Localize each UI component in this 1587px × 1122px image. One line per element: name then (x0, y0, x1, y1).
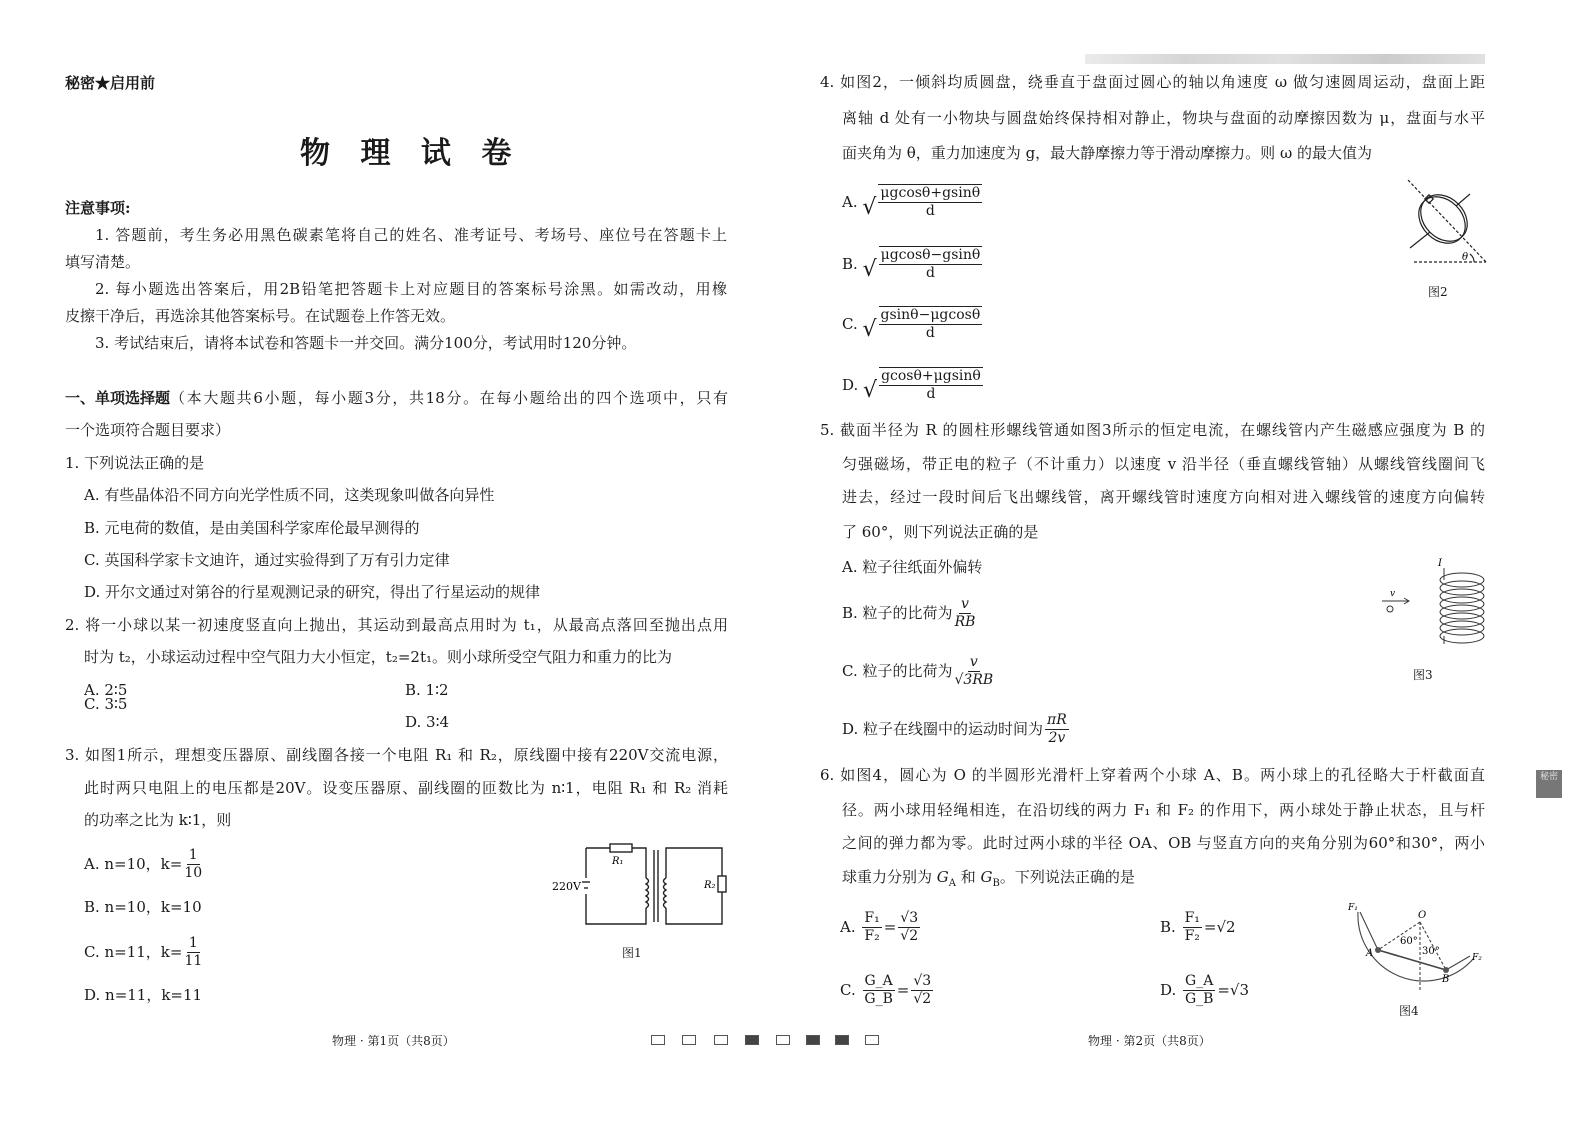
fraction (954, 654, 993, 689)
label-60: 60° (1400, 936, 1418, 947)
question-5-stem: 匀强磁场，带正电的粒子（不计重力）以速度 v 沿半径（垂直螺线管轴）从螺线管线圈间飞 (842, 455, 1485, 473)
figure-4-semicircle-rod (1340, 898, 1490, 1002)
registration-mark (714, 1035, 728, 1045)
velocity-label: v (1390, 589, 1396, 599)
question-6-stem: 之间的弹力都为零。此时过两小球的半径 OA、OB 与竖直方向的夹角分别为60°和30°，两小 (842, 834, 1485, 852)
registration-mark (682, 1035, 696, 1045)
option-label: B. (842, 255, 858, 273)
side-confidential-tab: 秘密 (1536, 770, 1562, 798)
option-label: C. (842, 315, 858, 333)
q5-option-c (842, 652, 995, 690)
q3-option-c (84, 933, 204, 971)
registration-mark (835, 1035, 849, 1045)
q2-option-b: B. 1∶2 (405, 681, 449, 699)
fraction (184, 935, 202, 970)
figure-3-caption: 图3 (1413, 668, 1433, 682)
figure-2-caption: 图2 (1428, 285, 1448, 299)
denominator: 2v (1048, 729, 1066, 746)
numerator: v (969, 653, 978, 670)
registration-mark (806, 1035, 820, 1045)
page-footer-left: 物理 · 第1页（共8页） (332, 1034, 455, 1048)
confidential-mark: 秘密★启用前 (65, 74, 156, 92)
numerator: 1 (188, 934, 198, 951)
label-a: A (1366, 948, 1374, 959)
square-root: √ $\frac{gsin\theta-\mu gcos\theta}{d}$ (862, 307, 981, 342)
figure-1-caption: 图1 (622, 946, 642, 960)
q6-option-b: B. $\frac{\text{F₁}}{\text{F₂}}$ =√2 (1160, 909, 1236, 944)
option-text: D. 粒子在线圈中的运动时间为 (842, 720, 1044, 738)
section-desc: 一个选项符合题目要求） (65, 421, 231, 439)
notice-line: 皮擦干净后，再选涂其他答案标号。在试题卷上作答无效。 (65, 307, 456, 325)
scan-artifact (1085, 54, 1485, 64)
question-2-stem: 2. 将一小球以某一初速度竖直向上抛出，其运动到最高点用时为 t₁，从最高点落回至抛出点用 (65, 616, 728, 634)
page-title: 物 理 试 卷 (300, 136, 522, 171)
r2-label: R₂ (704, 880, 716, 891)
q2-option-c: C. 3∶5 (84, 695, 128, 713)
q3-option-b: B. n=10，k=10 (84, 898, 202, 916)
q3-option-d: D. n=11，k=11 (84, 986, 203, 1004)
denominator: d (926, 265, 935, 281)
numerator: gsinθ−μgcosθ (880, 307, 981, 323)
denominator: 11 (184, 952, 203, 969)
q1-option-a: A. 有些晶体沿不同方向光学性质不同，这类现象叫做各向异性 (84, 486, 495, 504)
label-o: O (1418, 910, 1427, 921)
square-root: √ $\frac{\mu gcos\theta+gsin\theta}{d}$ (862, 185, 981, 220)
option-text: A. n=10，k= (84, 855, 183, 873)
question-5-stem: 了 60°，则下列说法正确的是 (842, 523, 1039, 541)
fraction (1045, 712, 1069, 747)
numerator: gcosθ+μgsinθ (881, 368, 981, 384)
registration-mark (651, 1035, 665, 1045)
numerator: πR (1047, 711, 1067, 728)
section-title: 一、单项选择题 (65, 389, 171, 407)
q1-option-d: D. 开尔文通过对第谷的行星观测记录的研究，得出了行星运动的规律 (84, 583, 541, 601)
square-root: √ $\frac{gcos\theta+\mu gsin\theta}{d}$ (863, 368, 981, 403)
registration-mark (776, 1035, 790, 1045)
section-heading (65, 388, 728, 408)
question-4-stem: 4. 如图2，一倾斜均质圆盘，绕垂直于盘面过圆心的轴以角速度 ω 做匀速圆周运动，盘面上距 (820, 73, 1485, 91)
voltage-label: 220V (552, 880, 581, 893)
question-3-stem: 3. 如图1所示，理想变压器原、副线圈各接一个电阻 R₁ 和 R₂，原线圈中接有220V交流电源， (65, 746, 728, 764)
question-2-stem: 时为 t₂，小球运动过程中空气阻力大小恒定，t₂=2t₁。则小球所受空气阻力和重力的比为 (84, 648, 673, 666)
notice-line: 2. 每小题选出答案后，用2B铅笔把答题卡上对应题目的答案标号涂黑。如需改动，用橡 (95, 280, 727, 298)
label-30: 30° (1422, 946, 1440, 957)
notice-line: 3. 考试结束后，请将本试卷和答题卡一并交回。满分100分，考试用时120分钟。 (95, 334, 637, 352)
q2-option-d: D. 3∶4 (405, 713, 450, 731)
label-f2: F₂ (1472, 953, 1482, 963)
figure-3-solenoid (1378, 556, 1488, 648)
denominator: 10 (184, 864, 203, 881)
denominator: √3RB (954, 671, 994, 688)
r1-label: R₁ (612, 856, 624, 867)
option-label: D. (842, 376, 859, 394)
numerator: μgcosθ−gsinθ (880, 247, 981, 263)
option-text: C. n=11，k= (84, 943, 183, 961)
q1-option-b: B. 元电荷的数值，是由美国科学家库伦最早测得的 (84, 519, 420, 537)
numerator: μgcosθ+gsinθ (880, 185, 981, 201)
question-6-stem: 球重力分别为 $G_A$ 和 $G_B$。下列说法正确的是 (842, 868, 1135, 889)
fraction (955, 596, 976, 631)
square-root: √ $\frac{\mu gcos\theta-gsin\theta}{d}$ (862, 247, 981, 282)
option-text: B. 粒子的比荷为 (842, 604, 953, 622)
q3-option-a (84, 845, 204, 883)
fraction (184, 847, 202, 882)
numerator: v (961, 595, 969, 612)
notice-line: 1. 答题前，考生务必用黑色碳素笔将自己的姓名、准考证号、考场号、座位号在答题卡上 (95, 226, 727, 244)
q4-option-c (842, 302, 984, 346)
q4-option-a (842, 180, 984, 224)
q6-option-d: D. $\frac{G\_A}{G\_B}$ =√3 (1160, 972, 1250, 1007)
question-3-stem: 的功率之比为 k∶1，则 (84, 811, 232, 829)
notice-title: 注意事项: (65, 199, 131, 217)
q2-option-a: A. 2∶5 (84, 681, 128, 699)
q6-option-a: A. $\frac{\text{F₁}}{\text{F₂}}$ = $\frac{√3}{√2}$ (840, 909, 919, 944)
question-5-stem: 5. 截面半径为 R 的圆柱形螺线管通如图3所示的恒定电流，在螺线管内产生磁感应强度为 B 的 (820, 421, 1485, 439)
registration-mark (865, 1035, 879, 1045)
question-6-stem: 径。两小球用轻绳相连，在沿切线的两力 F₁ 和 F₂ 的作用下，两小球处于静止状态，且与杆 (842, 801, 1485, 819)
q5-option-b (842, 594, 977, 632)
question-4-stem: 离轴 d 处有一小物块与圆盘始终保持相对静止，物块与盘面的动摩擦因数为 μ，盘面与水平 (842, 109, 1485, 127)
question-3-stem: 此时两只电阻上的电压都是20V。设变压器原、副线圈的匝数比为 n∶1，电阻 R₁ 和 R₂ 消耗 (84, 779, 728, 797)
option-label: A. (842, 193, 858, 211)
q5-option-d (842, 710, 1071, 748)
q4-option-b (842, 242, 984, 286)
q1-option-c: C. 英国科学家卡文迪许，通过实验得到了万有引力定律 (84, 551, 450, 569)
section-desc: （本大题共6小题，每小题3分，共18分。在每小题给出的四个选项中，只有 (170, 389, 728, 407)
current-label: I (1438, 558, 1442, 569)
label-b: B (1442, 974, 1450, 985)
denominator: d (925, 325, 935, 341)
question-6-stem: 6. 如图4，圆心为 O 的半圆形光滑杆上穿着两个小球 A、B。两小球上的孔径略大于杆截面直 (820, 766, 1485, 784)
option-text: C. 粒子的比荷为 (842, 662, 953, 680)
figure-1-transformer-circuit (548, 838, 730, 930)
q5-option-a: A. 粒子往纸面外偏转 (842, 558, 983, 576)
numerator: 1 (188, 846, 198, 863)
q4-option-d (842, 363, 985, 407)
label-f1: F₁ (1348, 903, 1358, 913)
denominator: d (925, 203, 935, 219)
question-5-stem: 进去，经过一段时间后飞出螺线管，离开螺线管时速度方向相对进入螺线管的速度方向偏转 (842, 488, 1485, 506)
registration-mark (745, 1035, 759, 1045)
figure-4-caption: 图4 (1399, 1004, 1419, 1018)
question-1-stem: 1. 下列说法正确的是 (65, 454, 205, 472)
notice-line: 填写清楚。 (65, 253, 141, 271)
angle-label: θ (1462, 252, 1469, 263)
question-4-stem: 面夹角为 θ，重力加速度为 g，最大静摩擦力等于滑动摩擦力。则 ω 的最大值为 (842, 144, 1372, 162)
denominator: d (926, 386, 936, 402)
denominator: RB (954, 613, 976, 630)
figure-2-tilted-disk (1400, 176, 1490, 268)
q6-option-c: C. $\frac{G\_A}{G\_B}$ = $\frac{√3}{√2}$ (840, 972, 932, 1007)
page-footer-right: 物理 · 第2页（共8页） (1088, 1034, 1211, 1048)
